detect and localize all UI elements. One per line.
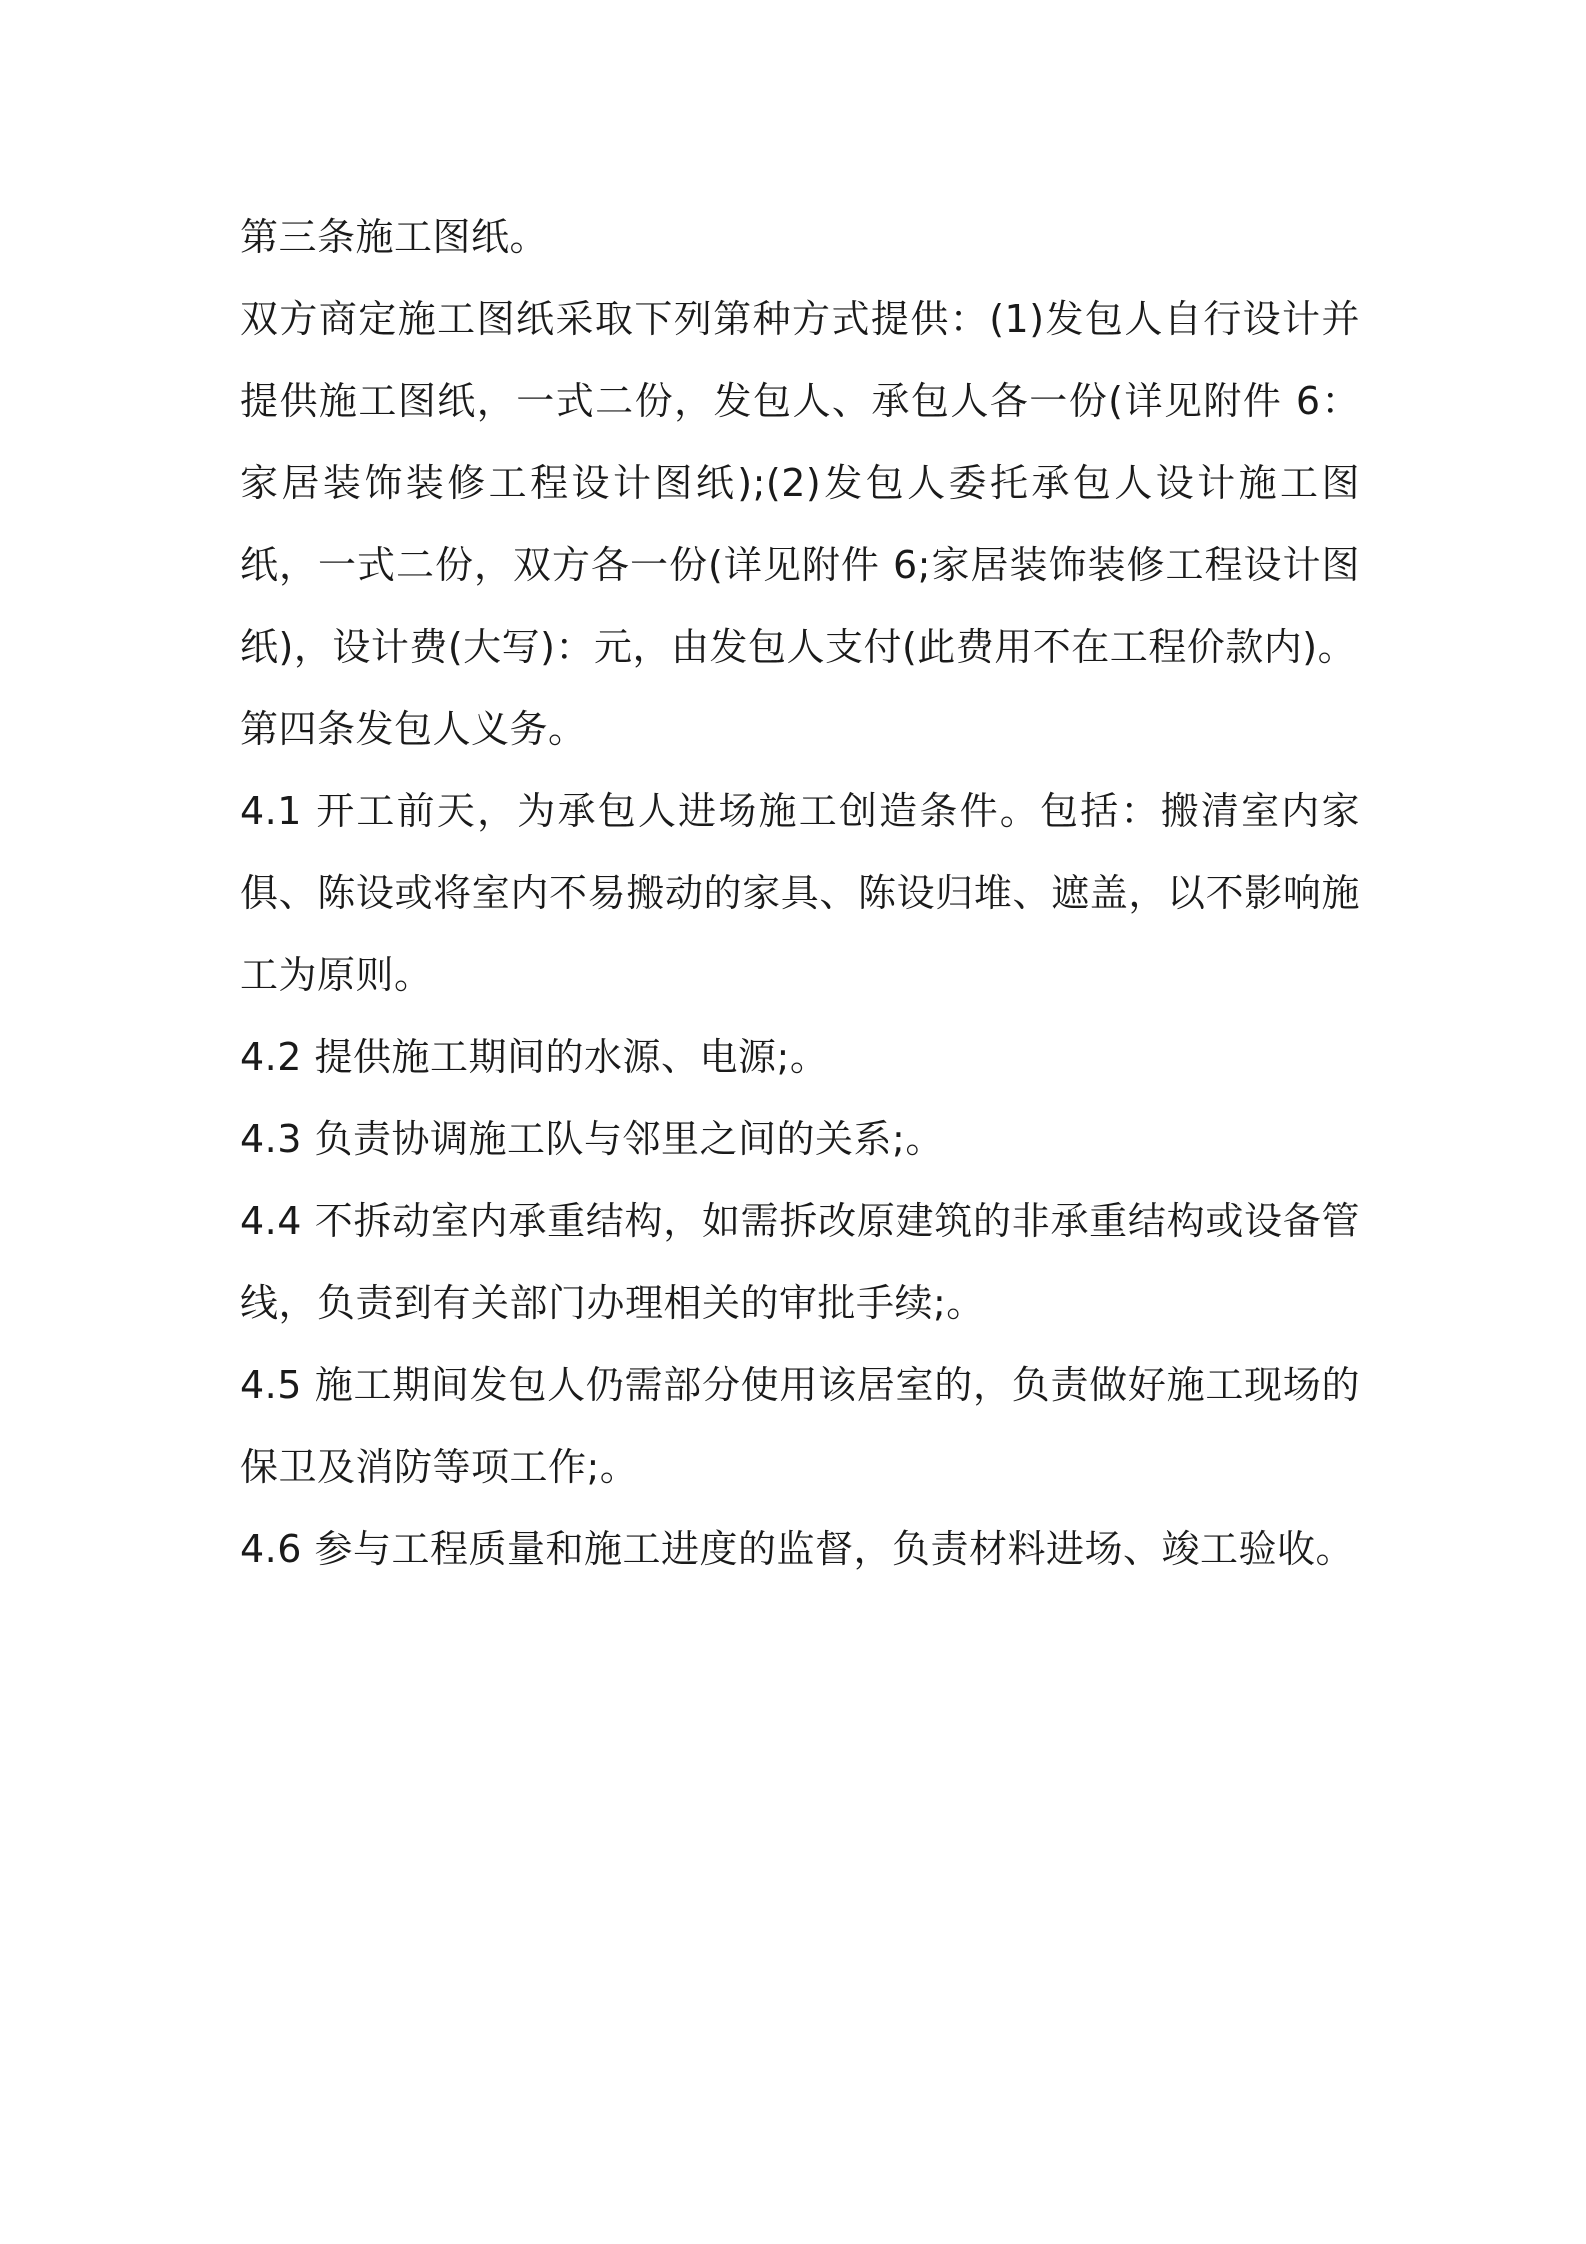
- section-heading-article-3: 第三条施工图纸。: [240, 215, 549, 259]
- section-heading-article-4: 第四条发包人义务。: [240, 707, 587, 751]
- clause-4-2: 4.2 提供施工期间的水源、电源;。: [240, 1035, 829, 1079]
- clause-4-1: 4.1 开工前天，为承包人进场施工创造条件。包括：搬清室内家俱、陈设或将室内不易搬动的家具、陈设归堆、遮盖，以不影响施工为原则。: [240, 789, 1360, 997]
- clause-4-3: 4.3 负责协调施工队与邻里之间的关系;。: [240, 1117, 944, 1161]
- paragraph-drawings-provision: 双方商定施工图纸采取下列第种方式提供：(1)发包人自行设计并提供施工图纸，一式二份，发包人、承包人各一份(详见附件 6：家居装饰装修工程设计图纸);(2)发包人委托承包人设计施工图纸，一式二份，双方各一份(详见附件 6;家居装饰装修工程设计图纸)，设计费(大写)：元，由发包人支付(此费用不在工程价款内)。: [240, 297, 1360, 669]
- clause-4-6: 4.6 参与工程质量和施工进度的监督，负责材料进场、竣工验收。: [240, 1527, 1355, 1571]
- document-body: [240, 196, 1360, 1590]
- clause-4-4: 4.4 不拆动室内承重结构，如需拆改原建筑的非承重结构或设备管线，负责到有关部门办理相关的审批手续;。: [240, 1199, 1360, 1325]
- clause-4-5: 4.5 施工期间发包人仍需部分使用该居室的，负责做好施工现场的保卫及消防等项工作;。: [240, 1363, 1360, 1489]
